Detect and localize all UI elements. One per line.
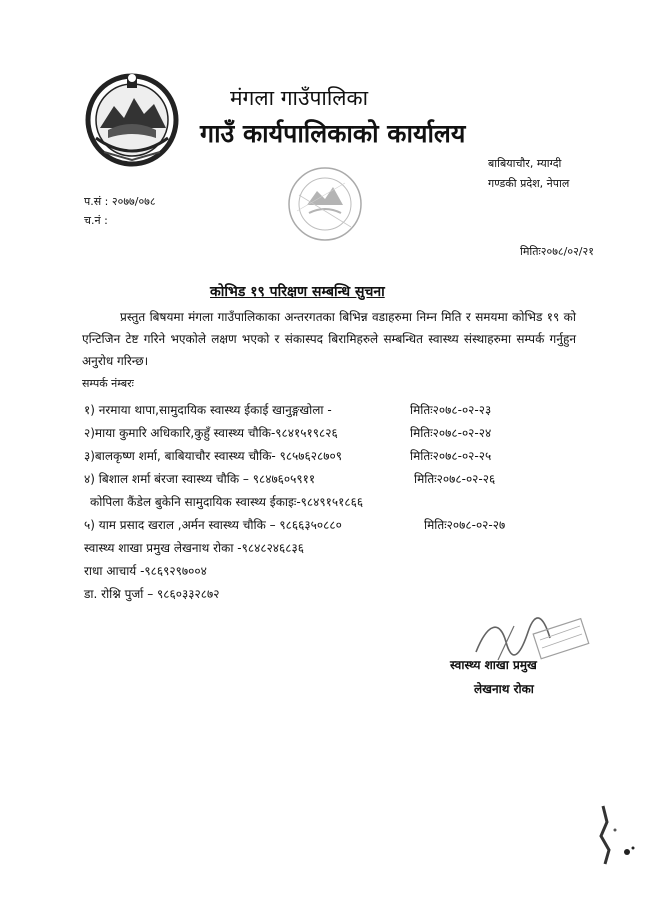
contact-row-9: डा. रोश्नि पुर्जा – ९८६०३३२८७२ [84, 587, 220, 601]
reference-block [84, 192, 156, 230]
reference-number: प.सं : २०७७/०७८ [84, 195, 156, 208]
nepal-emblem-logo [82, 68, 182, 168]
office-name: गाउँ कार्यपालिकाको कार्यालय [200, 119, 466, 148]
signatory-name: लेखनाथ रोका [474, 682, 534, 696]
office-seal-stamp [285, 165, 365, 243]
notice-body [82, 306, 576, 372]
municipality-name: मंगला गाउँपालिका [230, 86, 369, 110]
contact-date-6: मितिः२०७८-०२-२७ [424, 518, 506, 532]
contact-row-6: ५) याम प्रसाद खराल ,अर्मन स्वास्थ्य चौकि – ९८६६३५०८८० [84, 518, 342, 532]
contact-date-4: मितिः२०७८-०२-२६ [414, 472, 496, 486]
contact-row-3: ३)बालकृष्ण शर्मा, बाबियाचौर स्वास्थ्य चौकि- ९८५७६२८७०९ [84, 449, 342, 463]
contact-row-5: कोपिला कैंडेल बुकेनि सामुदायिक स्वास्थ्य ईकाइः-९८४९१५१८६६ [90, 495, 364, 509]
contact-row-7: स्वास्थ्य शाखा प्रमुख लेखनाथ रोका -९८४८२४६८३६ [84, 541, 305, 555]
contact-row-2: २)माया कुमारि अधिकारि,कुहुँ स्वास्थ्य चौकि-९८४१५१९८२६ [84, 426, 338, 440]
contact-row-1: १) नरमाया थापा,सामुदायिक स्वास्थ्य ईकाई खानुङ्गखोला - [84, 403, 332, 417]
contact-date-3: मितिः२०७८-०२-२५ [410, 449, 492, 463]
office-address [488, 154, 569, 194]
scan-noise-marks [595, 800, 639, 870]
contacts-label: सम्पर्क नंम्बरः [82, 377, 134, 390]
notice-subject: कोभिड १९ परिक्षण सम्बन्धि सुचना [210, 284, 385, 300]
contact-row-8: राधा आचार्य -९८६९२९७००४ [84, 564, 207, 578]
contact-date-1: मितिः२०७८-०२-२३ [410, 403, 492, 417]
contact-date-2: मितिः२०७८-०२-२४ [410, 426, 492, 440]
letter-date: मितिः२०७८/०२/२१ [520, 245, 594, 258]
notice-paragraph: प्रस्तुत बिषयमा मंगला गाउँपालिकाका अन्तरगतका बिभिन्न वडाहरुमा निम्न मिति र समयमा कोभिड १९ को एन्टिजिन टेष्ट गरिने भएकोले लक्षण भएको र संकास्पद बिरामिहरुले सम्बन्धित स्वास्थ्य संस्थाहरुमा सम्पर्क गर्नुहुन अनुरोध गरिन्छ। [82, 310, 576, 368]
address-line-1: बाबियाचौर, म्याग्दी [488, 157, 562, 170]
address-line-2: गण्डकी प्रदेश, नेपाल [488, 177, 570, 190]
contact-row-4: ४) बिशाल शर्मा बंरजा स्वास्थ्य चौकि – ९८४७६०५९११ [84, 472, 316, 486]
dispatch-number: च.नं : [84, 214, 108, 227]
signatory-title: स्वास्थ्य शाखा प्रमुख [450, 658, 537, 672]
